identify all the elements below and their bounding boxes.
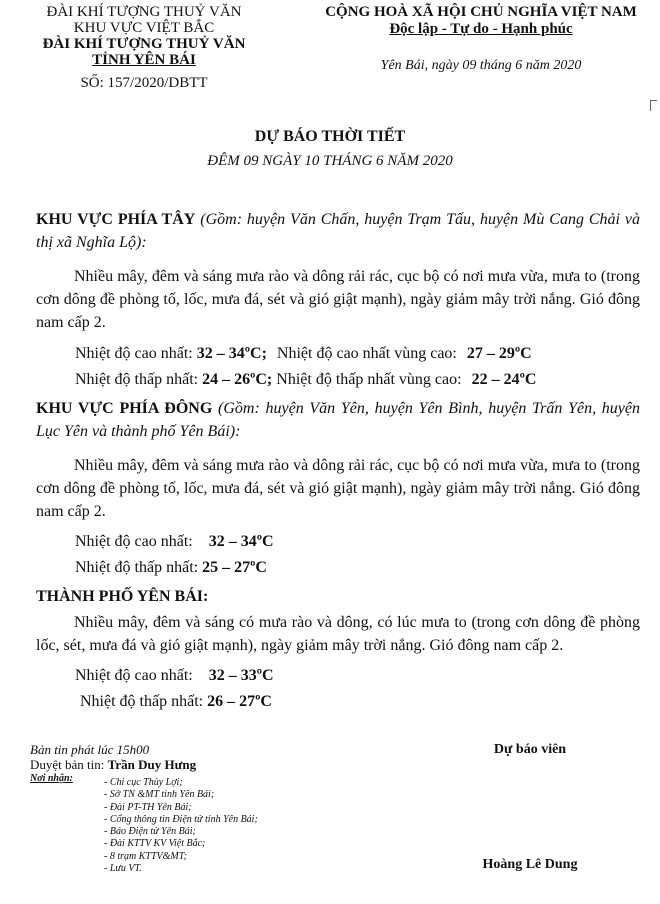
agency-line-4: TỈNH YÊN BÁI — [92, 52, 196, 68]
agency-line-3: ĐÀI KHÍ TƯỢNG THUỶ VĂN — [42, 36, 246, 52]
forecaster-label: Dự báo viên — [493, 742, 567, 757]
east-section-heading — [36, 397, 640, 443]
approved-name: Trần Duy Hưng — [107, 757, 197, 772]
recipient-item: - 8 trạm KTTV&MT; — [104, 850, 187, 862]
recipient-item: - Lưu VT. — [104, 863, 142, 875]
east-forecast-text: Nhiều mây, đêm và sáng mưa rào và dông rải rác, cục bộ có nơi mưa vừa, mưa to (trong cơn dông đề phòng tố, lốc, mưa đá, sét và gió giật mạnh), ngày giảm mây trời nắng. Gió đông nam cấp 2. — [36, 457, 640, 520]
west-scope: (Gồm: huyện Văn Chấn, huyện Trạm Tấu, huyện Mù Cang Chải và thị xã Nghĩa Lộ): — [36, 211, 641, 251]
city-section-heading — [36, 585, 640, 608]
city-min-value: 26 – 27ºC — [207, 693, 272, 710]
city-max-label: Nhiệt độ cao nhất: — [75, 667, 193, 684]
west-min-temperature — [75, 370, 536, 390]
city-heading: THÀNH PHỐ YÊN BÁI: — [36, 588, 209, 605]
forecaster-name: Hoàng Lê Dung — [482, 857, 578, 872]
approval-line — [30, 757, 360, 772]
agency-header — [10, 4, 278, 91]
east-max-value: 32 – 34ºC — [208, 533, 274, 550]
east-heading: KHU VỰC PHÍA ĐÔNG — [36, 400, 213, 417]
issued-time: Bản tin phát lúc 15h00 — [30, 742, 150, 757]
west-heading: KHU VỰC PHÍA TÂY — [36, 211, 196, 228]
recipient-item: - Chi cục Thủy Lợi; — [104, 777, 183, 788]
issue-date: Yên Bái, ngày 09 tháng 6 năm 2020 — [380, 58, 582, 73]
east-scope: (Gồm: huyện Văn Yên, huyện Yên Bình, huyện Trấn Yên, huyện Lục Yên và thành phố Yên Bái): — [36, 400, 640, 440]
recipient-item: - Đài PT-TH Yên Bái; — [104, 801, 192, 813]
west-min-high-label: Nhiệt độ thấp nhất vùng cao: — [276, 371, 462, 388]
west-min-label: Nhiệt độ thấp nhất: — [75, 371, 199, 388]
west-max-label: Nhiệt độ cao nhất: — [75, 345, 193, 362]
west-min-value: 24 – 26ºC; — [202, 371, 273, 388]
west-max-high-label: Nhiệt độ cao nhất vùng cao: — [276, 345, 457, 362]
state-header — [312, 4, 650, 74]
agency-line-2: KHU VỰC VIỆT BẮC — [73, 20, 215, 36]
recipient-item: - Sở TN &MT tỉnh Yên Bái; — [104, 789, 215, 801]
west-forecast-text: Nhiều mây, đêm và sáng mưa rào và dông rải rác, cục bộ có nơi mưa vừa, mưa to (trong cơn dông đề phòng tố, lốc, mưa đá, sét và gió giật mạnh), ngày giảm mây trời nắng. Gió đông nam cấp 2. — [36, 268, 640, 331]
west-max-temperature — [75, 344, 532, 364]
document-number: SỐ: 157/2020/DBTT — [80, 75, 208, 91]
east-min-label: Nhiệt độ thấp nhất: — [75, 559, 199, 576]
recipient-item: - Đài KTTV KV Việt Bắc; — [104, 838, 206, 850]
document-title: DỰ BÁO THỜI TIẾT — [254, 128, 406, 145]
agency-line-1: ĐÀI KHÍ TƯỢNG THUỶ VĂN — [46, 4, 242, 20]
city-max-value: 32 – 33ºC — [208, 667, 274, 684]
recipients-list — [104, 777, 384, 875]
east-max-label: Nhiệt độ cao nhất: — [75, 533, 193, 550]
city-max-temperature — [75, 666, 274, 686]
city-min-temperature — [80, 692, 272, 712]
state-name: CỘNG HOÀ XÃ HỘI CHỦ NGHĨA VIỆT NAM — [325, 4, 637, 20]
east-min-value: 25 – 27ºC — [202, 559, 267, 576]
west-max-high-value: 27 – 29ºC — [466, 345, 532, 362]
approved-label: Duyệt bản tin: — [30, 757, 105, 772]
east-min-temperature — [75, 558, 267, 578]
city-min-label: Nhiệt độ thấp nhất: — [80, 693, 204, 710]
state-motto: Độc lập - Tự do - Hạnh phúc — [389, 21, 573, 37]
west-max-value: 32 – 34ºC; — [196, 345, 267, 362]
east-max-temperature — [75, 532, 274, 552]
recipient-item: - Cổng thông tin Điện tử tỉnh Yên Bái; — [104, 813, 258, 825]
document-subtitle: ĐÊM 09 NGÀY 10 THÁNG 6 NĂM 2020 — [207, 153, 453, 169]
corner-mark — [650, 100, 657, 111]
west-min-high-value: 22 – 24ºC — [471, 371, 537, 388]
west-section-heading — [36, 208, 640, 254]
recipient-item: - Báo Điện tử Yên Bái; — [104, 826, 196, 838]
recipients-label: Nơi nhận: — [30, 773, 73, 784]
city-forecast-text: Nhiều mây, đêm và sáng có mưa rào và dông, có lúc mưa to (trong cơn dông đề phòng lốc, sét, mưa đá và gió giật mạnh), ngày giảm mây trời nắng. Gió đông nam cấp 2. — [36, 614, 640, 654]
